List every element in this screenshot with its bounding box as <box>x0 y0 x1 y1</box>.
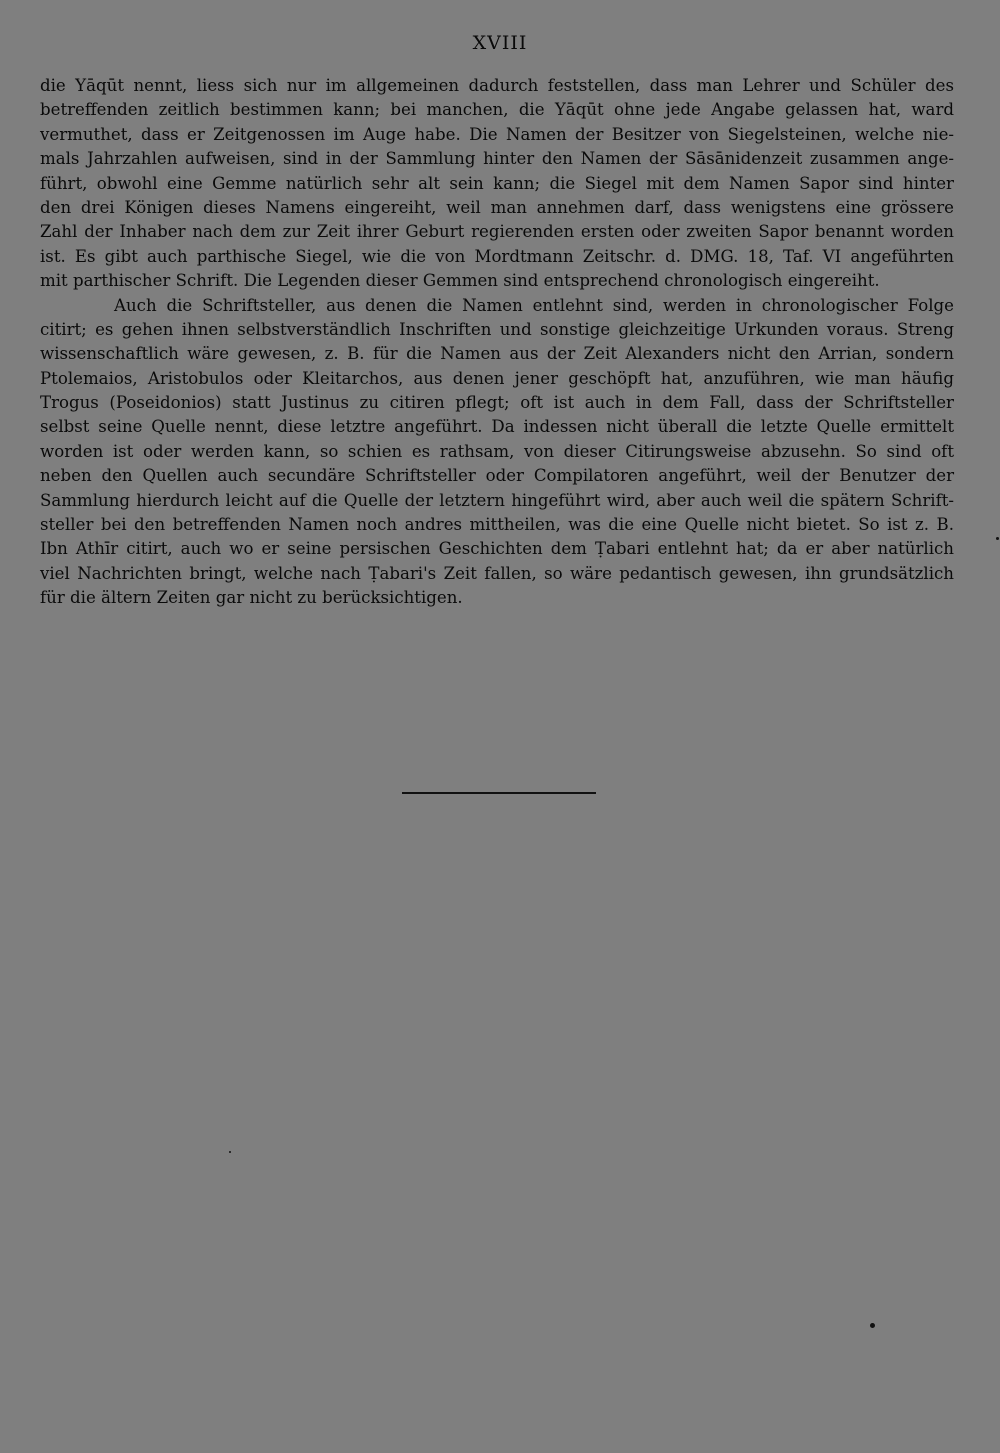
text-line: Zahl der Inhaber nach dem zur Zeit ihrer Geburt regierenden ersten oder zweiten Sapor benannt worden <box>40 222 954 242</box>
section-divider <box>402 792 596 794</box>
text-line: selbst seine Quelle nennt, diese letztre angeführt. Da indessen nicht überall die letzte Quelle ermittelt <box>40 417 954 437</box>
scan-speck <box>996 537 999 540</box>
text-line: führt, obwohl eine Gemme natürlich sehr alt sein kann; die Siegel mit dem Namen Sapor sind hinter <box>40 173 954 193</box>
text-line: die Yāqūt nennt, liess sich nur im allgemeinen dadurch feststellen, dass man Lehrer und Schüler des <box>40 76 954 95</box>
body-text <box>40 74 954 611</box>
scan-speck <box>870 1323 875 1328</box>
text-line: den drei Königen dieses Namens eingereiht, weil man annehmen darf, dass wenigstens eine grössere <box>40 197 954 217</box>
text-line: Ptolemaios, Aristobulos oder Kleitarchos, aus denen jener geschöpft hat, anzuführen, wie man häufig <box>40 368 954 388</box>
text-line: steller bei den betreffenden Namen noch andres mittheilen, was die eine Quelle nicht bietet. So ist z. B. <box>40 515 954 535</box>
text-line: Sammlung hierdurch leicht auf die Quelle der letztern hingeführt wird, aber auch weil die spätern Schrift- <box>40 490 954 510</box>
page-number: XVIII <box>472 32 528 54</box>
text-line: vermuthet, dass er Zeitgenossen im Auge habe. Die Namen der Besitzer von Siegelsteinen, welche nie- <box>40 124 954 144</box>
text-line: betreffenden zeitlich bestimmen kann; bei manchen, die Yāqūt ohne jede Angabe gelassen hat, ward <box>40 100 954 120</box>
text-line: ist. Es gibt auch parthische Siegel, wie die von Mordtmann Zeitschr. d. DMG. 18, Taf. VI angeführten <box>40 246 954 266</box>
text-line: citirt; es gehen ihnen selbstverständlich Inschriften und sonstige gleichzeitige Urkunden voraus. Streng <box>40 319 954 339</box>
text-line: worden ist oder werden kann, so schien es rathsam, von dieser Citirungsweise abzusehn. So sind oft <box>40 441 954 461</box>
text-line: wissenschaftlich wäre gewesen, z. B. für die Namen aus der Zeit Alexanders nicht den Arrian, sondern <box>40 344 954 364</box>
paragraph-start-line: Auch die Schriftsteller, aus denen die Namen entlehnt sind, werden in chronologischer Folge <box>114 295 954 315</box>
text-line: neben den Quellen auch secundäre Schriftsteller oder Compilatoren angeführt, weil der Benutzer der <box>40 466 954 486</box>
text-line: mit parthischer Schrift. Die Legenden dieser Gemmen sind entsprechend chronologisch eingereiht. <box>40 271 880 291</box>
text-line: mals Jahrzahlen aufweisen, sind in der Sammlung hinter den Namen der Sāsānidenzeit zusammen ange- <box>40 149 954 169</box>
text-line: viel Nachrichten bringt, welche nach Ṭabari's Zeit fallen, so wäre pedantisch gewesen, ihn grundsätzlich <box>40 563 954 583</box>
text-line: Ibn Athīr citirt, auch wo er seine persischen Geschichten dem Ṭabari entlehnt hat; da er aber natürlich <box>40 539 954 559</box>
scan-speck <box>229 1151 231 1153</box>
text-line: für die ältern Zeiten gar nicht zu berücksichtigen. <box>40 588 463 608</box>
text-line: Trogus (Poseidonios) statt Justinus zu citiren pflegt; oft ist auch in dem Fall, dass der Schriftsteller <box>40 393 954 413</box>
